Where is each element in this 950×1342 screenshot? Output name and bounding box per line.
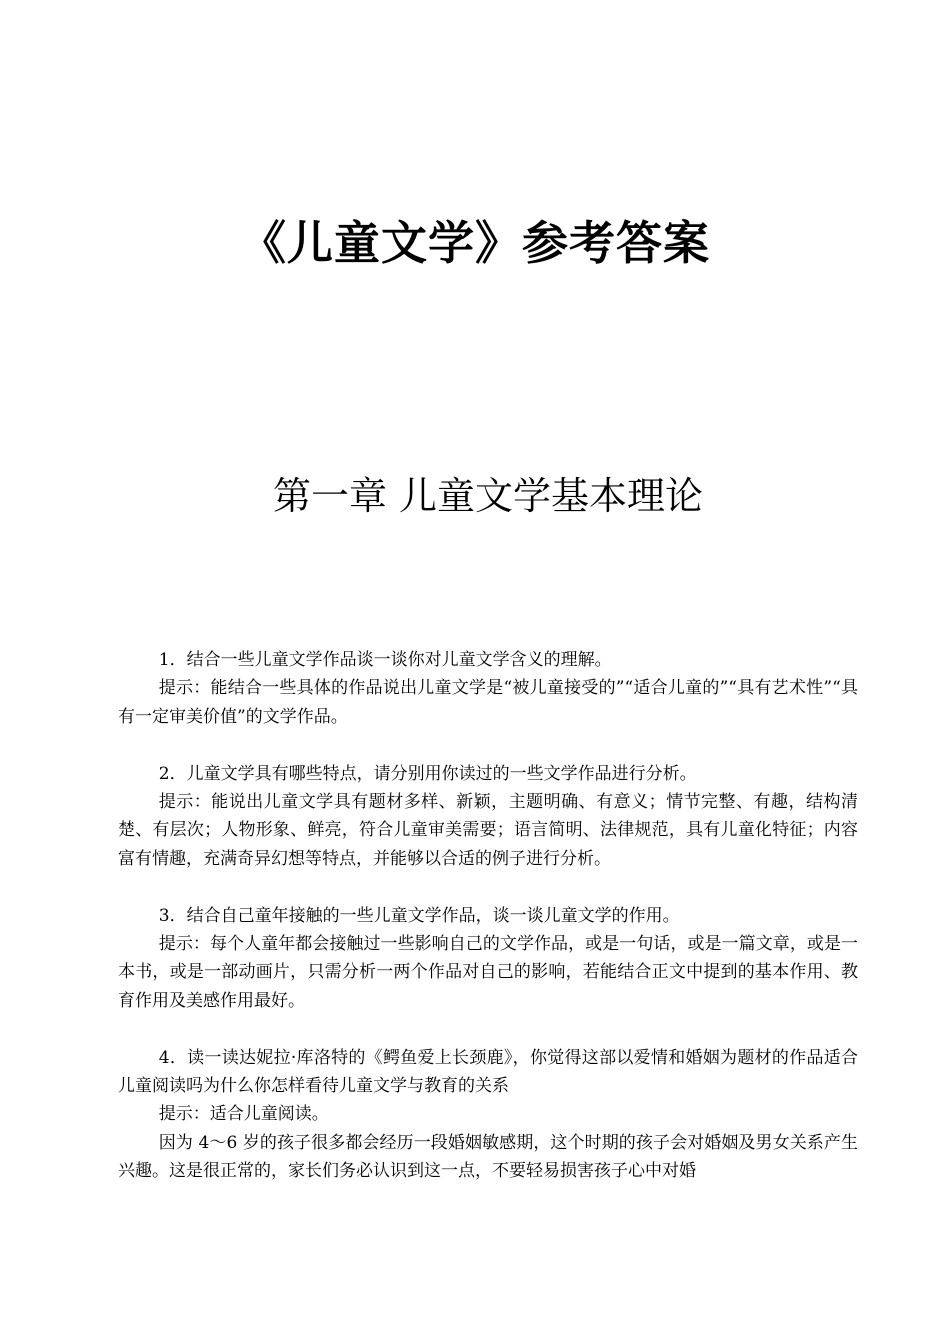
answer-paragraph: 因为 4～6 岁的孩子很多都会经历一段婚姻敏感期，这个时期的孩子会对婚姻及男女关系产生兴趣。这是很正常的，家长们务必认识到这一点，不要轻易损害孩子心中对婚 (118, 1132, 858, 1182)
question-text: 3．结合自己童年接触的一些儿童文学作品，谈一谈儿童文学的作用。 (158, 905, 680, 926)
question-block-3 (118, 902, 858, 1016)
document-body (118, 646, 858, 1214)
question-block-1 (118, 646, 858, 731)
hint-text: 提示：每个人童年都会接触过一些影响自己的文学作品，或是一句话，或是一篇文章，或是一本书，或是一部动画片，只需分析一两个作品对自己的影响，若能结合正文中提到的基本作用、教育作用及美感作用最好。 (118, 934, 858, 1011)
question-text: 4．读一读达妮拉·库洛特的《鳄鱼爱上长颈鹿》，你觉得这部以爱情和婚姻为题材的作品适合儿童阅读吗为什么你怎样看待儿童文学与教育的关系 (118, 1047, 858, 1097)
question-block-4 (118, 1044, 858, 1186)
chapter-title: 第一章 儿童文学基本理论 (272, 474, 704, 518)
hint-text: 提示：适合儿童阅读。 (158, 1104, 329, 1125)
question-text: 1．结合一些儿童文学作品谈一谈你对儿童文学含义的理解。 (158, 650, 612, 670)
question-block-2 (118, 760, 858, 874)
document-title: 《儿童文学》参考答案 (240, 216, 710, 270)
hint-text: 提示：能说出儿童文学具有题材多样、新颖，主题明确、有意义；情节完整、有趣，结构清楚、有层次；人物形象、鲜亮，符合儿童审美需要；语言简明、法律规范，具有儿童化特征；内容富有情趣，充满奇异幻想等特点，并能够以合适的例子进行分析。 (118, 792, 858, 869)
hint-text: 提示：能结合一些具体的作品说出儿童文学是“被儿童接受的”“适合儿童的”“具有艺术性”“具有一定审美价值”的文学作品。 (118, 678, 858, 727)
question-text: 2．儿童文学具有哪些特点，请分别用你读过的一些文学作品进行分析。 (158, 763, 697, 784)
